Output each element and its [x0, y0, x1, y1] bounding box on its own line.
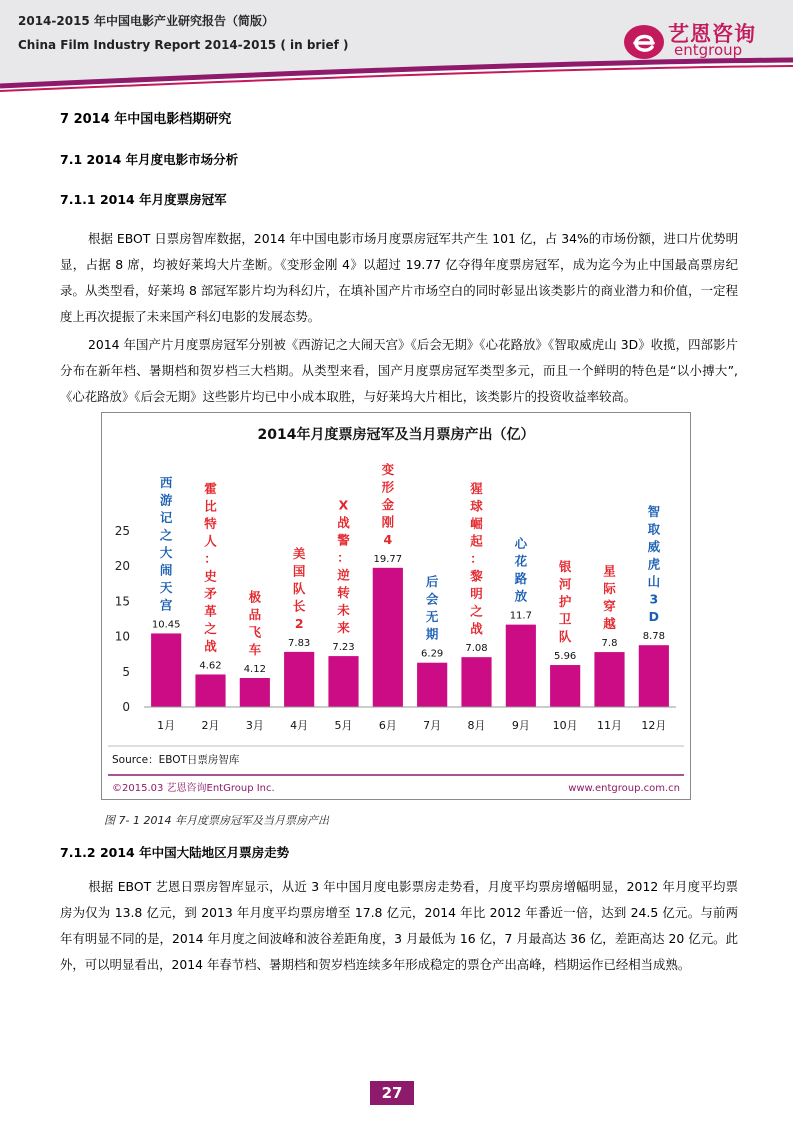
paragraph-2 — [60, 332, 738, 410]
entgroup-logo-icon — [622, 20, 668, 62]
bar — [594, 652, 624, 707]
chart-title: 2014年月度票房冠军及当月票房产出（亿） — [257, 427, 535, 443]
report-title-cn: 2014-2015 年中国电影产业研究报告（简版） — [18, 14, 274, 28]
section-heading-7-1: 7.1 2014 年月度电影市场分析 — [60, 152, 239, 167]
logo-text-cn: 艺恩咨询 — [668, 22, 756, 46]
x-tick-label: 3月 — [245, 719, 264, 732]
bar — [550, 665, 580, 707]
paragraph-2-text: 2014 年国产片月度票房冠军分别被《西游记之大闹天宫》《后会无期》《心花路放》《智取威虎山 3D》收揽，四部影片分布在新年档、暑期档和贺岁档三大档期。从类型来看，国产月度票房冠军类型多元，而且一个鲜明的特色是“以小搏大”,《心花路放》《后会无期》这些影片均已中小成本取胜，与好莱坞大片相比，该类影片的投资收益率较高。 — [60, 337, 738, 404]
x-tick-label: 1月 — [157, 719, 176, 732]
logo-text-en: entgroup — [674, 41, 743, 59]
y-tick-label: 0 — [122, 700, 130, 714]
bar — [461, 657, 491, 707]
bar-value-label: 4.62 — [199, 660, 222, 672]
section-heading-7-1-2: 7.1.2 2014 年中国大陆地区月票房走势 — [60, 845, 290, 860]
film-name-label: 西游记之大闹天宫 — [159, 474, 173, 613]
x-tick-label: 4月 — [290, 719, 309, 732]
bar-value-label: 19.77 — [373, 553, 403, 565]
film-name-label: 心花路放 — [514, 536, 528, 604]
paragraph-3-text: 根据 EBOT 艺恩日票房智库显示，从近 3 年中国月度电影票房走势看，月度平均票房增幅明显，2012 年月度平均票房为仅为 13.8 亿元，到 2013 年月度平均票房增至 17.8 亿元，2014 年比 2012 年番近一倍，达到 24.5 亿元。与前两年有明显不同的是，2014 年月度之间波峰和波谷差距角度，3 月最低为 16 亿，7 月最高达 36 亿，差距高达 20 亿元。此外，可以明显看出，2014 年春节档、暑期档和贺岁档连续多年形成稳定的票仓产出高峰，档期运作已经相当成熟。 — [60, 879, 738, 972]
film-name-label: 美国队长 2 — [292, 545, 306, 631]
y-tick-label: 10 — [114, 629, 130, 644]
paragraph-3 — [60, 874, 738, 978]
page-number: 27 — [370, 1081, 414, 1105]
bar — [240, 678, 270, 707]
bar-value-label: 4.12 — [243, 663, 266, 675]
bar-value-label: 10.45 — [151, 619, 181, 631]
film-name-label: 智取威虎山 3 D — [647, 504, 661, 625]
film-name-label: 猩球崛起：黎明之战 — [470, 481, 483, 637]
y-tick-label: 25 — [114, 524, 130, 538]
section-heading-7-1-1: 7.1.1 2014 年月度票房冠军 — [60, 192, 227, 207]
x-tick-label: 5月 — [334, 719, 353, 732]
bar-value-label: 7.08 — [465, 643, 488, 655]
film-name-label: X 战警：逆转未来 — [337, 497, 350, 636]
website-label: www.entgroup.com.cn — [568, 783, 680, 794]
y-tick-label: 5 — [122, 664, 130, 679]
source-label: Source：EBOT日票房智库 — [112, 754, 240, 766]
bar — [151, 633, 181, 707]
x-tick-label: 11月 — [597, 719, 622, 732]
y-tick-label: 15 — [114, 594, 130, 609]
bar — [284, 652, 314, 707]
bar — [328, 656, 358, 707]
film-name-label: 极品飞车 — [248, 589, 262, 657]
copyright-label: ©2015.03 艺恩咨询EntGroup Inc. — [112, 783, 275, 794]
y-tick-label: 20 — [114, 559, 130, 574]
page-header — [0, 0, 793, 100]
bar — [417, 663, 447, 707]
paragraph-1-text: 根据 EBOT 日票房智库数据，2014 年中国电影市场月度票房冠军共产生 101 亿，占 34%的市场份额，进口片优势明显，占据 8 席，均被好莱坞大片垄断。《变形金刚 4》以超过 19.77 亿夺得年度票房冠军，成为迄今为止中国最高票房纪录。从类型看，好莱坞 8 部冠军影片均为科幻片，在填补国产片市场空白的同时彰显出该类影片的商业潜力和价值，一定程度上再次提振了未来国产科幻电影的发展态势。 — [60, 231, 738, 324]
bar-value-label: 11.7 — [509, 610, 532, 622]
film-name-label: 霍比特人：史矛革之战 — [204, 480, 217, 654]
x-tick-label: 6月 — [378, 719, 397, 732]
bar — [373, 568, 403, 707]
chart-svg — [102, 413, 690, 799]
bar — [195, 674, 225, 707]
x-tick-label: 10月 — [552, 719, 578, 732]
report-title-en: China Film Industry Report 2014-2015 ( in brief ) — [18, 38, 349, 52]
x-tick-label: 12月 — [641, 719, 667, 732]
bar — [506, 625, 536, 707]
entgroup-logo — [622, 20, 772, 66]
paragraph-1 — [60, 226, 738, 330]
film-name-label: 星际穿越 — [603, 563, 616, 632]
bar-value-label: 7.8 — [601, 638, 618, 650]
bar — [639, 645, 669, 707]
bar-value-label: 8.78 — [642, 631, 665, 643]
x-tick-label: 2月 — [201, 719, 220, 732]
film-name-label: 后会无期 — [425, 574, 439, 642]
section-heading-7: 7 2014 年中国电影档期研究 — [60, 112, 232, 127]
figure-caption: 图 7- 1 2014 年月度票房冠军及当月票房产出 — [104, 814, 329, 827]
bar-value-label: 6.29 — [421, 648, 444, 660]
bar-value-label: 7.23 — [332, 642, 355, 654]
film-name-label: 变形金刚 4 — [381, 461, 395, 547]
x-tick-label: 9月 — [511, 719, 530, 732]
box-office-chart — [101, 412, 691, 800]
bar-value-label: 5.96 — [554, 651, 577, 663]
x-tick-label: 8月 — [467, 719, 486, 732]
bar-value-label: 7.83 — [288, 637, 311, 649]
x-tick-label: 7月 — [423, 719, 442, 732]
film-name-label: 银河护卫队 — [558, 559, 572, 645]
